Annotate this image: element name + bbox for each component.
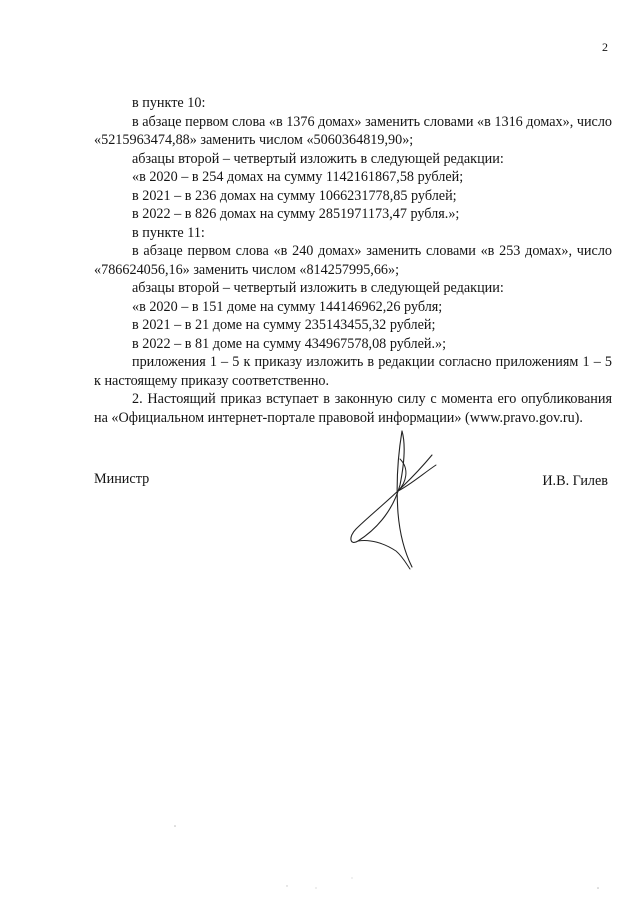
document-body: [94, 94, 612, 427]
paragraph-point-10-first-abzac: в абзаце первом слова «в 1376 домах» заменить словами «в 1316 домах», число «5215963474,88» заменить числом «5060364819,90»;: [94, 113, 613, 148]
signer-title: Министр: [94, 471, 150, 487]
paragraph-point-10-edit-intro: абзацы второй – четвертый изложить в следующей редакции:: [132, 150, 504, 167]
paragraph-point-11-first-abzac: в абзаце первом слова «в 240 домах» заменить словами «в 253 домах», число «786624056,16» заменить числом «814257995,66»;: [94, 243, 612, 278]
paragraph-point-11-heading: в пункте 11:: [132, 224, 205, 241]
paragraph-point-10-year-2021: в 2021 – в 236 домах на сумму 1066231778,85 рублей;: [132, 187, 457, 204]
paragraph-point-10-year-2022: в 2022 – в 826 домах на сумму 2851971173,47 рубля.»;: [132, 206, 460, 222]
paragraph-point-10-year-2020: «в 2020 – в 254 домах на сумму 1142161867,58 рублей;: [132, 169, 464, 185]
paragraph-appendices: приложения 1 – 5 к приказу изложить в редакции согласно приложениям 1 – 5 к настоящему приказу соответственно.: [94, 354, 612, 389]
handwritten-signature: [340, 425, 450, 575]
page-number: 2: [602, 40, 608, 54]
paragraph-point-10-heading: в пункте 10:: [132, 95, 206, 111]
paragraph-point-11-edit-intro: абзацы второй – четвертый изложить в следующей редакции:: [132, 280, 504, 296]
paragraph-effective-date: 2. Настоящий приказ вступает в законную силу с момента его опубликования на «Официальном интернет-портале правовой информации» (www.pravo.gov.ru).: [94, 391, 612, 426]
paragraph-point-11-year-2020: «в 2020 – в 151 доме на сумму 144146962,26 рубля;: [132, 298, 443, 315]
paragraph-point-11-year-2021: в 2021 – в 21 доме на сумму 235143455,32 рублей;: [132, 317, 436, 333]
signer-name: И.В. Гилев: [542, 473, 608, 489]
paragraph-point-11-year-2022: в 2022 – в 81 доме на сумму 434967578,08 рублей.»;: [132, 335, 447, 352]
